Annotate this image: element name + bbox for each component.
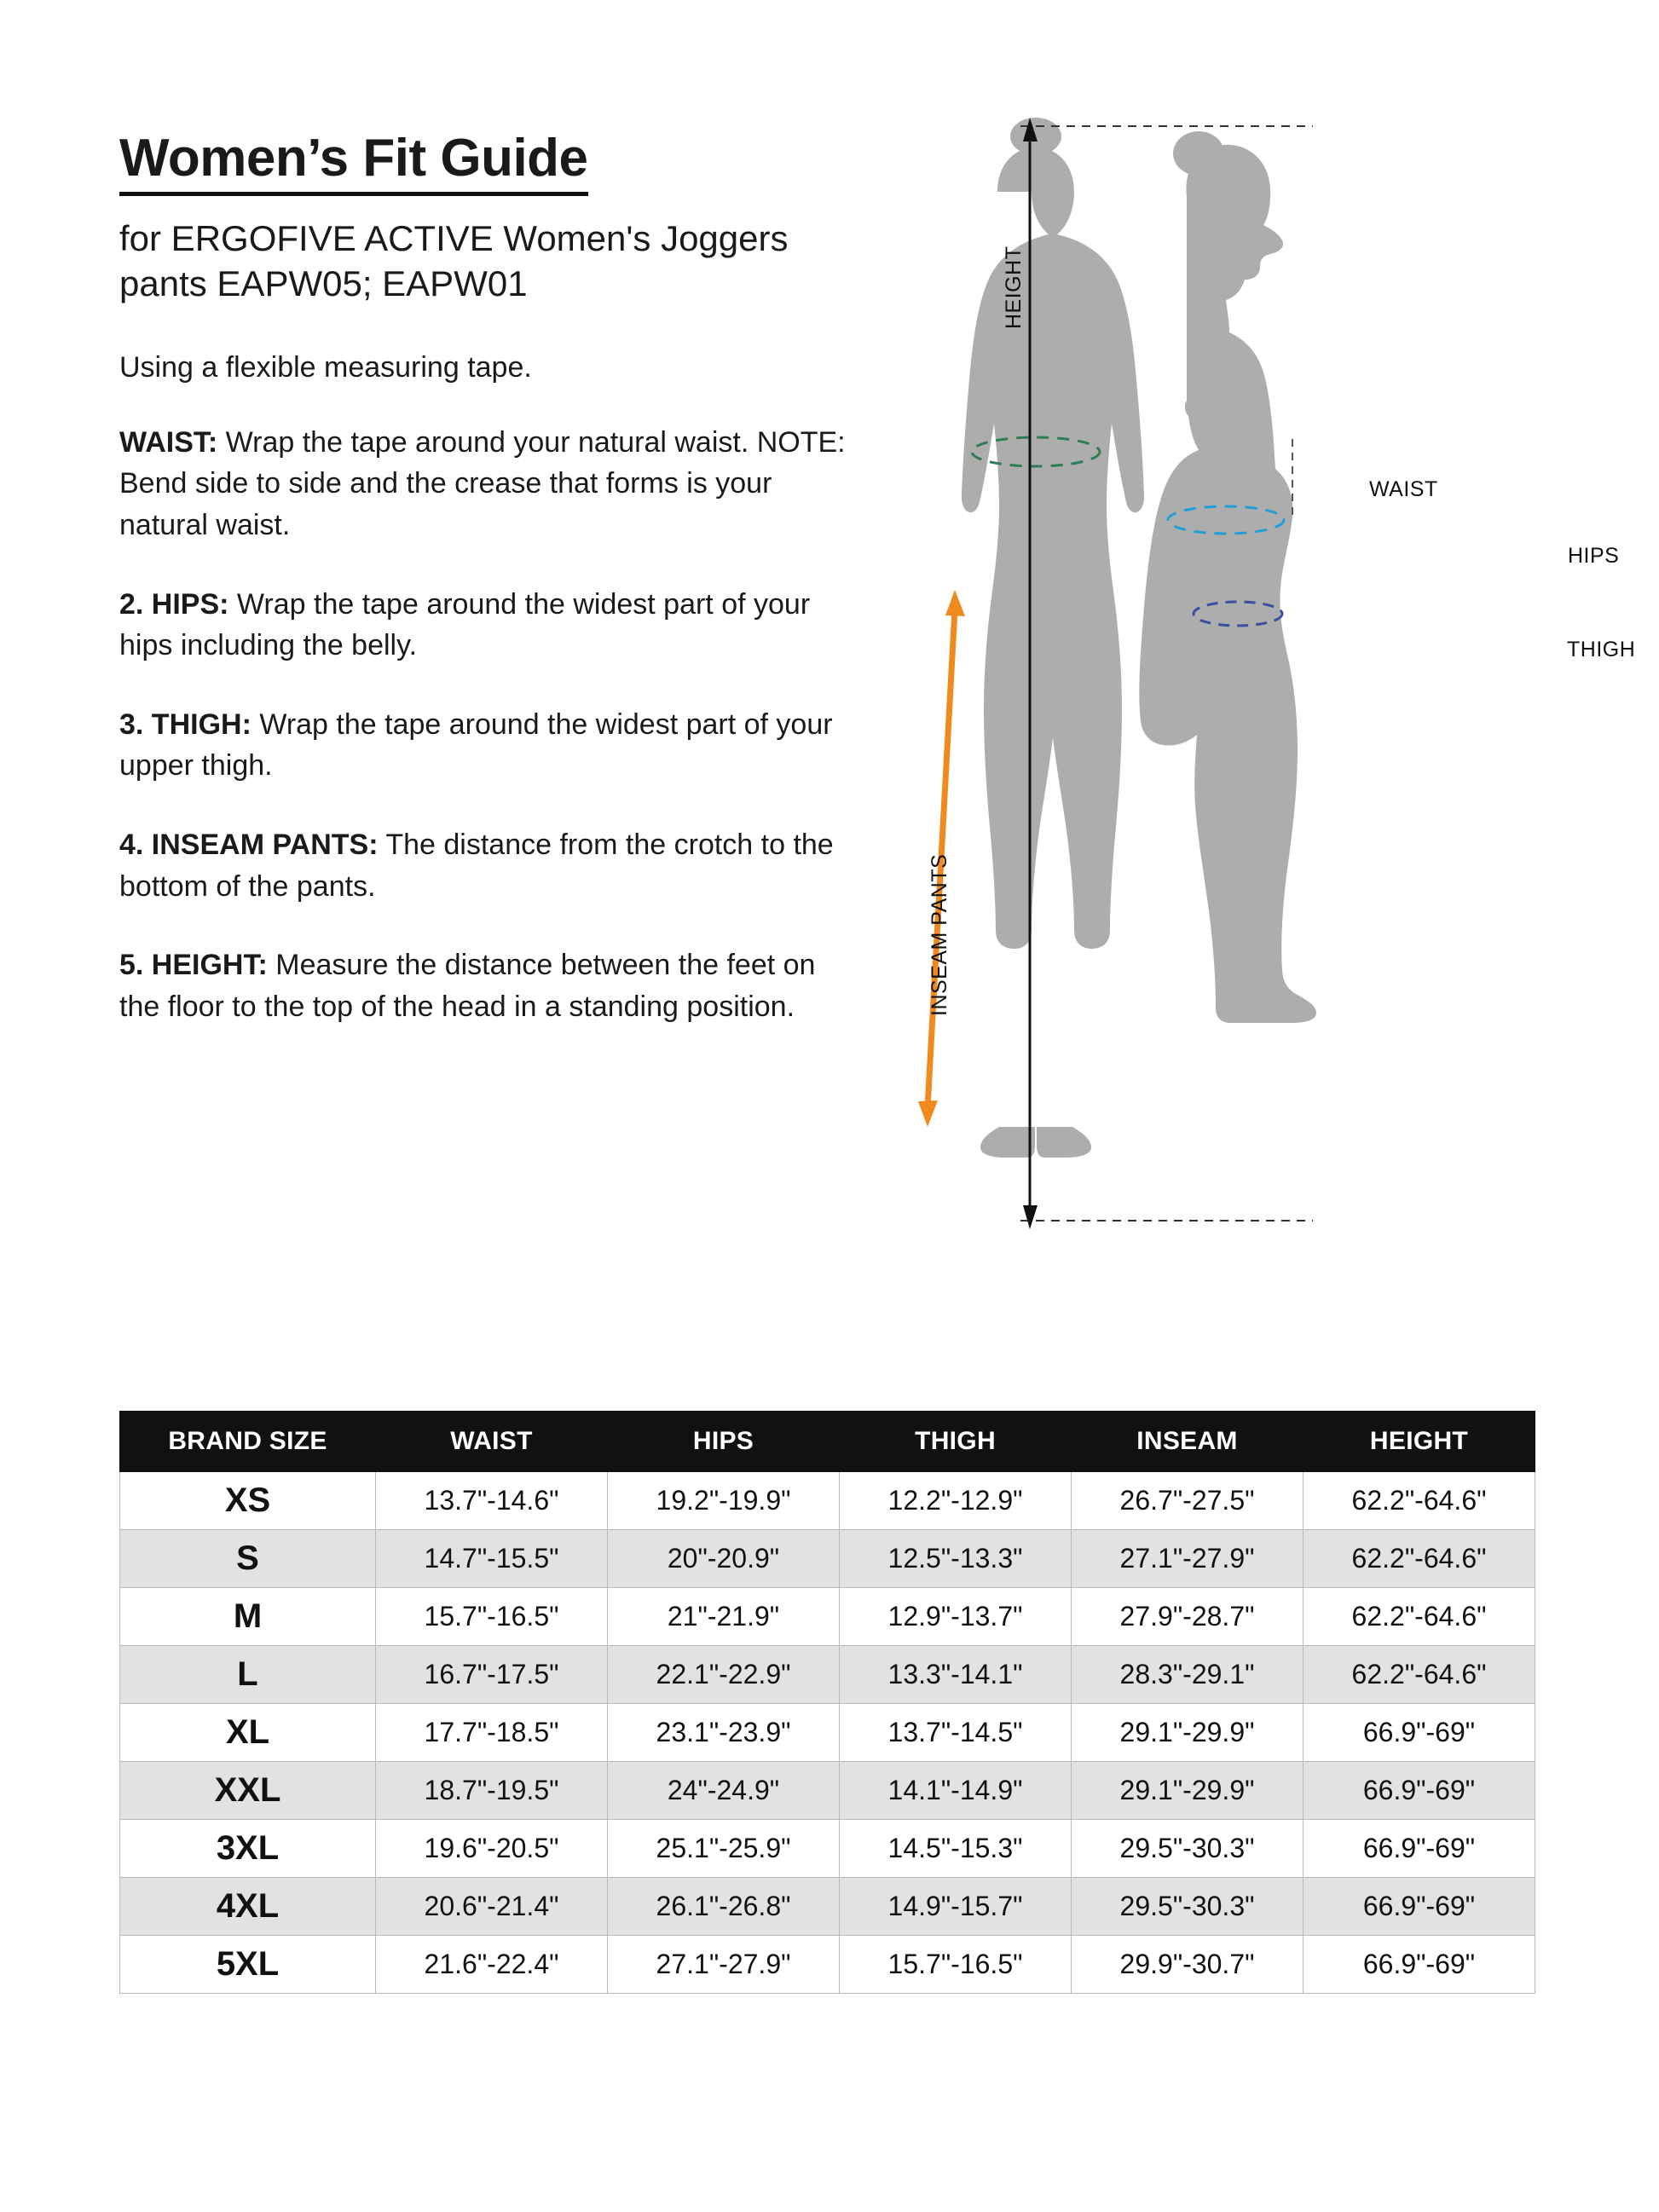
- table-row: [120, 1588, 1535, 1646]
- hips-figure-label: HIPS: [1568, 544, 1620, 568]
- cell-thigh: 14.1"-14.9": [840, 1762, 1072, 1820]
- cell-height: 66.9"-69": [1304, 1762, 1535, 1820]
- instruction-inseam: [119, 824, 861, 907]
- cell-height: 62.2"-64.6": [1304, 1530, 1535, 1588]
- instruction-height-text: Measure the distance between the feet on the floor to the top of the head in a standing position.: [119, 949, 816, 1023]
- instruction-inseam-label: 4. INSEAM PANTS:: [119, 829, 379, 862]
- table-row: [120, 1878, 1535, 1936]
- table-row: [120, 1704, 1535, 1762]
- table-header-waist: WAIST: [376, 1412, 608, 1472]
- instruction-thigh-text: Wrap the tape around the widest part of your upper thigh.: [119, 707, 833, 783]
- table-row: [120, 1936, 1535, 1994]
- instruction-height-label: 5. HEIGHT:: [119, 949, 268, 982]
- guide-text-column: [119, 128, 861, 1057]
- cell-height: 62.2"-64.6": [1304, 1588, 1535, 1646]
- table-row: [120, 1472, 1535, 1530]
- cell-inseam: 29.1"-29.9": [1072, 1704, 1304, 1762]
- cell-height: 66.9"-69": [1304, 1878, 1535, 1936]
- front-body-silhouette: [962, 118, 1144, 1158]
- cell-hips: 25.1"-25.9": [608, 1820, 840, 1878]
- cell-thigh: 12.9"-13.7": [840, 1588, 1072, 1646]
- cell-thigh: 13.3"-14.1": [840, 1646, 1072, 1704]
- intro-text: Using a flexible measuring tape.: [119, 350, 532, 384]
- cell-size: L: [120, 1646, 376, 1704]
- inseam-figure-label: INSEAM PANTS: [928, 853, 951, 1016]
- cell-size: 4XL: [120, 1878, 376, 1936]
- cell-inseam: 26.7"-27.5": [1072, 1472, 1304, 1530]
- instruction-hips: [119, 584, 861, 667]
- cell-hips: 27.1"-27.9": [608, 1936, 840, 1994]
- cell-thigh: 14.9"-15.7": [840, 1878, 1072, 1936]
- cell-size: 3XL: [120, 1820, 376, 1878]
- cell-size: S: [120, 1530, 376, 1588]
- instruction-hips-text: Wrap the tape around the widest part of your hips including the belly.: [119, 587, 811, 662]
- cell-waist: 14.7"-15.5": [376, 1530, 608, 1588]
- figures-svg: [870, 111, 1620, 1321]
- waist-figure-label: WAIST: [1369, 477, 1438, 501]
- cell-thigh: 12.5"-13.3": [840, 1530, 1072, 1588]
- cell-inseam: 29.5"-30.3": [1072, 1878, 1304, 1936]
- measurement-figures: [870, 111, 1636, 1321]
- cell-waist: 19.6"-20.5": [376, 1820, 608, 1878]
- cell-size: XS: [120, 1472, 376, 1530]
- cell-size: 5XL: [120, 1936, 376, 1994]
- cell-waist: 20.6"-21.4": [376, 1878, 608, 1936]
- size-table-wrapper: [119, 1411, 1535, 1994]
- page-subtitle: for ERGOFIVE ACTIVE Women's Joggers pants EAPW05; EAPW01: [119, 218, 789, 303]
- front-left-foot: [980, 1127, 1035, 1158]
- cell-waist: 16.7"-17.5": [376, 1646, 608, 1704]
- table-header-row: [120, 1412, 1535, 1472]
- cell-thigh: 13.7"-14.5": [840, 1704, 1072, 1762]
- cell-size: XL: [120, 1704, 376, 1762]
- table-row: [120, 1646, 1535, 1704]
- height-figure-label: HEIGHT: [1002, 245, 1026, 329]
- cell-waist: 17.7"-18.5": [376, 1704, 608, 1762]
- table-header-inseam: INSEAM: [1072, 1412, 1304, 1472]
- table-row: [120, 1530, 1535, 1588]
- table-header-thigh: THIGH: [840, 1412, 1072, 1472]
- cell-hips: 20"-20.9": [608, 1530, 840, 1588]
- side-hair-bun: [1173, 131, 1224, 176]
- cell-inseam: 28.3"-29.1": [1072, 1646, 1304, 1704]
- cell-inseam: 27.1"-27.9": [1072, 1530, 1304, 1588]
- cell-inseam: 29.9"-30.7": [1072, 1936, 1304, 1994]
- front-right-foot: [1037, 1127, 1091, 1158]
- cell-hips: 22.1"-22.9": [608, 1646, 840, 1704]
- cell-inseam: 27.9"-28.7": [1072, 1588, 1304, 1646]
- instruction-thigh: [119, 704, 861, 787]
- cell-waist: 13.7"-14.6": [376, 1472, 608, 1530]
- table-header-hips: HIPS: [608, 1412, 840, 1472]
- instruction-inseam-text: The distance from the crotch to the bottom of the pants.: [119, 829, 834, 903]
- cell-hips: 26.1"-26.8": [608, 1878, 840, 1936]
- page-title: Women’s Fit Guide: [119, 128, 588, 196]
- cell-waist: 21.6"-22.4": [376, 1936, 608, 1994]
- side-body-silhouette: [1139, 131, 1316, 1023]
- cell-waist: 15.7"-16.5": [376, 1588, 608, 1646]
- cell-inseam: 29.5"-30.3": [1072, 1820, 1304, 1878]
- instruction-waist-text: Wrap the tape around your natural waist. NOTE: Bend side to side and the crease that forms is your natural waist.: [119, 425, 846, 542]
- thigh-figure-label: THIGH: [1567, 638, 1636, 661]
- instruction-waist: [119, 422, 861, 546]
- cell-height: 66.9"-69": [1304, 1820, 1535, 1878]
- instruction-waist-label: WAIST:: [119, 425, 218, 459]
- cell-hips: 23.1"-23.9": [608, 1704, 840, 1762]
- cell-height: 62.2"-64.6": [1304, 1472, 1535, 1530]
- cell-waist: 18.7"-19.5": [376, 1762, 608, 1820]
- cell-thigh: 15.7"-16.5": [840, 1936, 1072, 1994]
- cell-hips: 24"-24.9": [608, 1762, 840, 1820]
- cell-size: M: [120, 1588, 376, 1646]
- table-header-brand-size: BRAND SIZE: [120, 1412, 376, 1472]
- cell-hips: 19.2"-19.9": [608, 1472, 840, 1530]
- cell-hips: 21"-21.9": [608, 1588, 840, 1646]
- size-chart-table: [119, 1411, 1535, 1994]
- instruction-thigh-label: 3. THIGH:: [119, 707, 251, 741]
- cell-height: 66.9"-69": [1304, 1936, 1535, 1994]
- cell-thigh: 14.5"-15.3": [840, 1820, 1072, 1878]
- cell-height: 66.9"-69": [1304, 1704, 1535, 1762]
- cell-height: 62.2"-64.6": [1304, 1646, 1535, 1704]
- cell-inseam: 29.1"-29.9": [1072, 1762, 1304, 1820]
- table-row: [120, 1820, 1535, 1878]
- table-row: [120, 1762, 1535, 1820]
- cell-thigh: 12.2"-12.9": [840, 1472, 1072, 1530]
- instruction-height: [119, 944, 861, 1027]
- table-header-height: HEIGHT: [1304, 1412, 1535, 1472]
- instruction-hips-label: 2. HIPS:: [119, 587, 229, 621]
- cell-size: XXL: [120, 1762, 376, 1820]
